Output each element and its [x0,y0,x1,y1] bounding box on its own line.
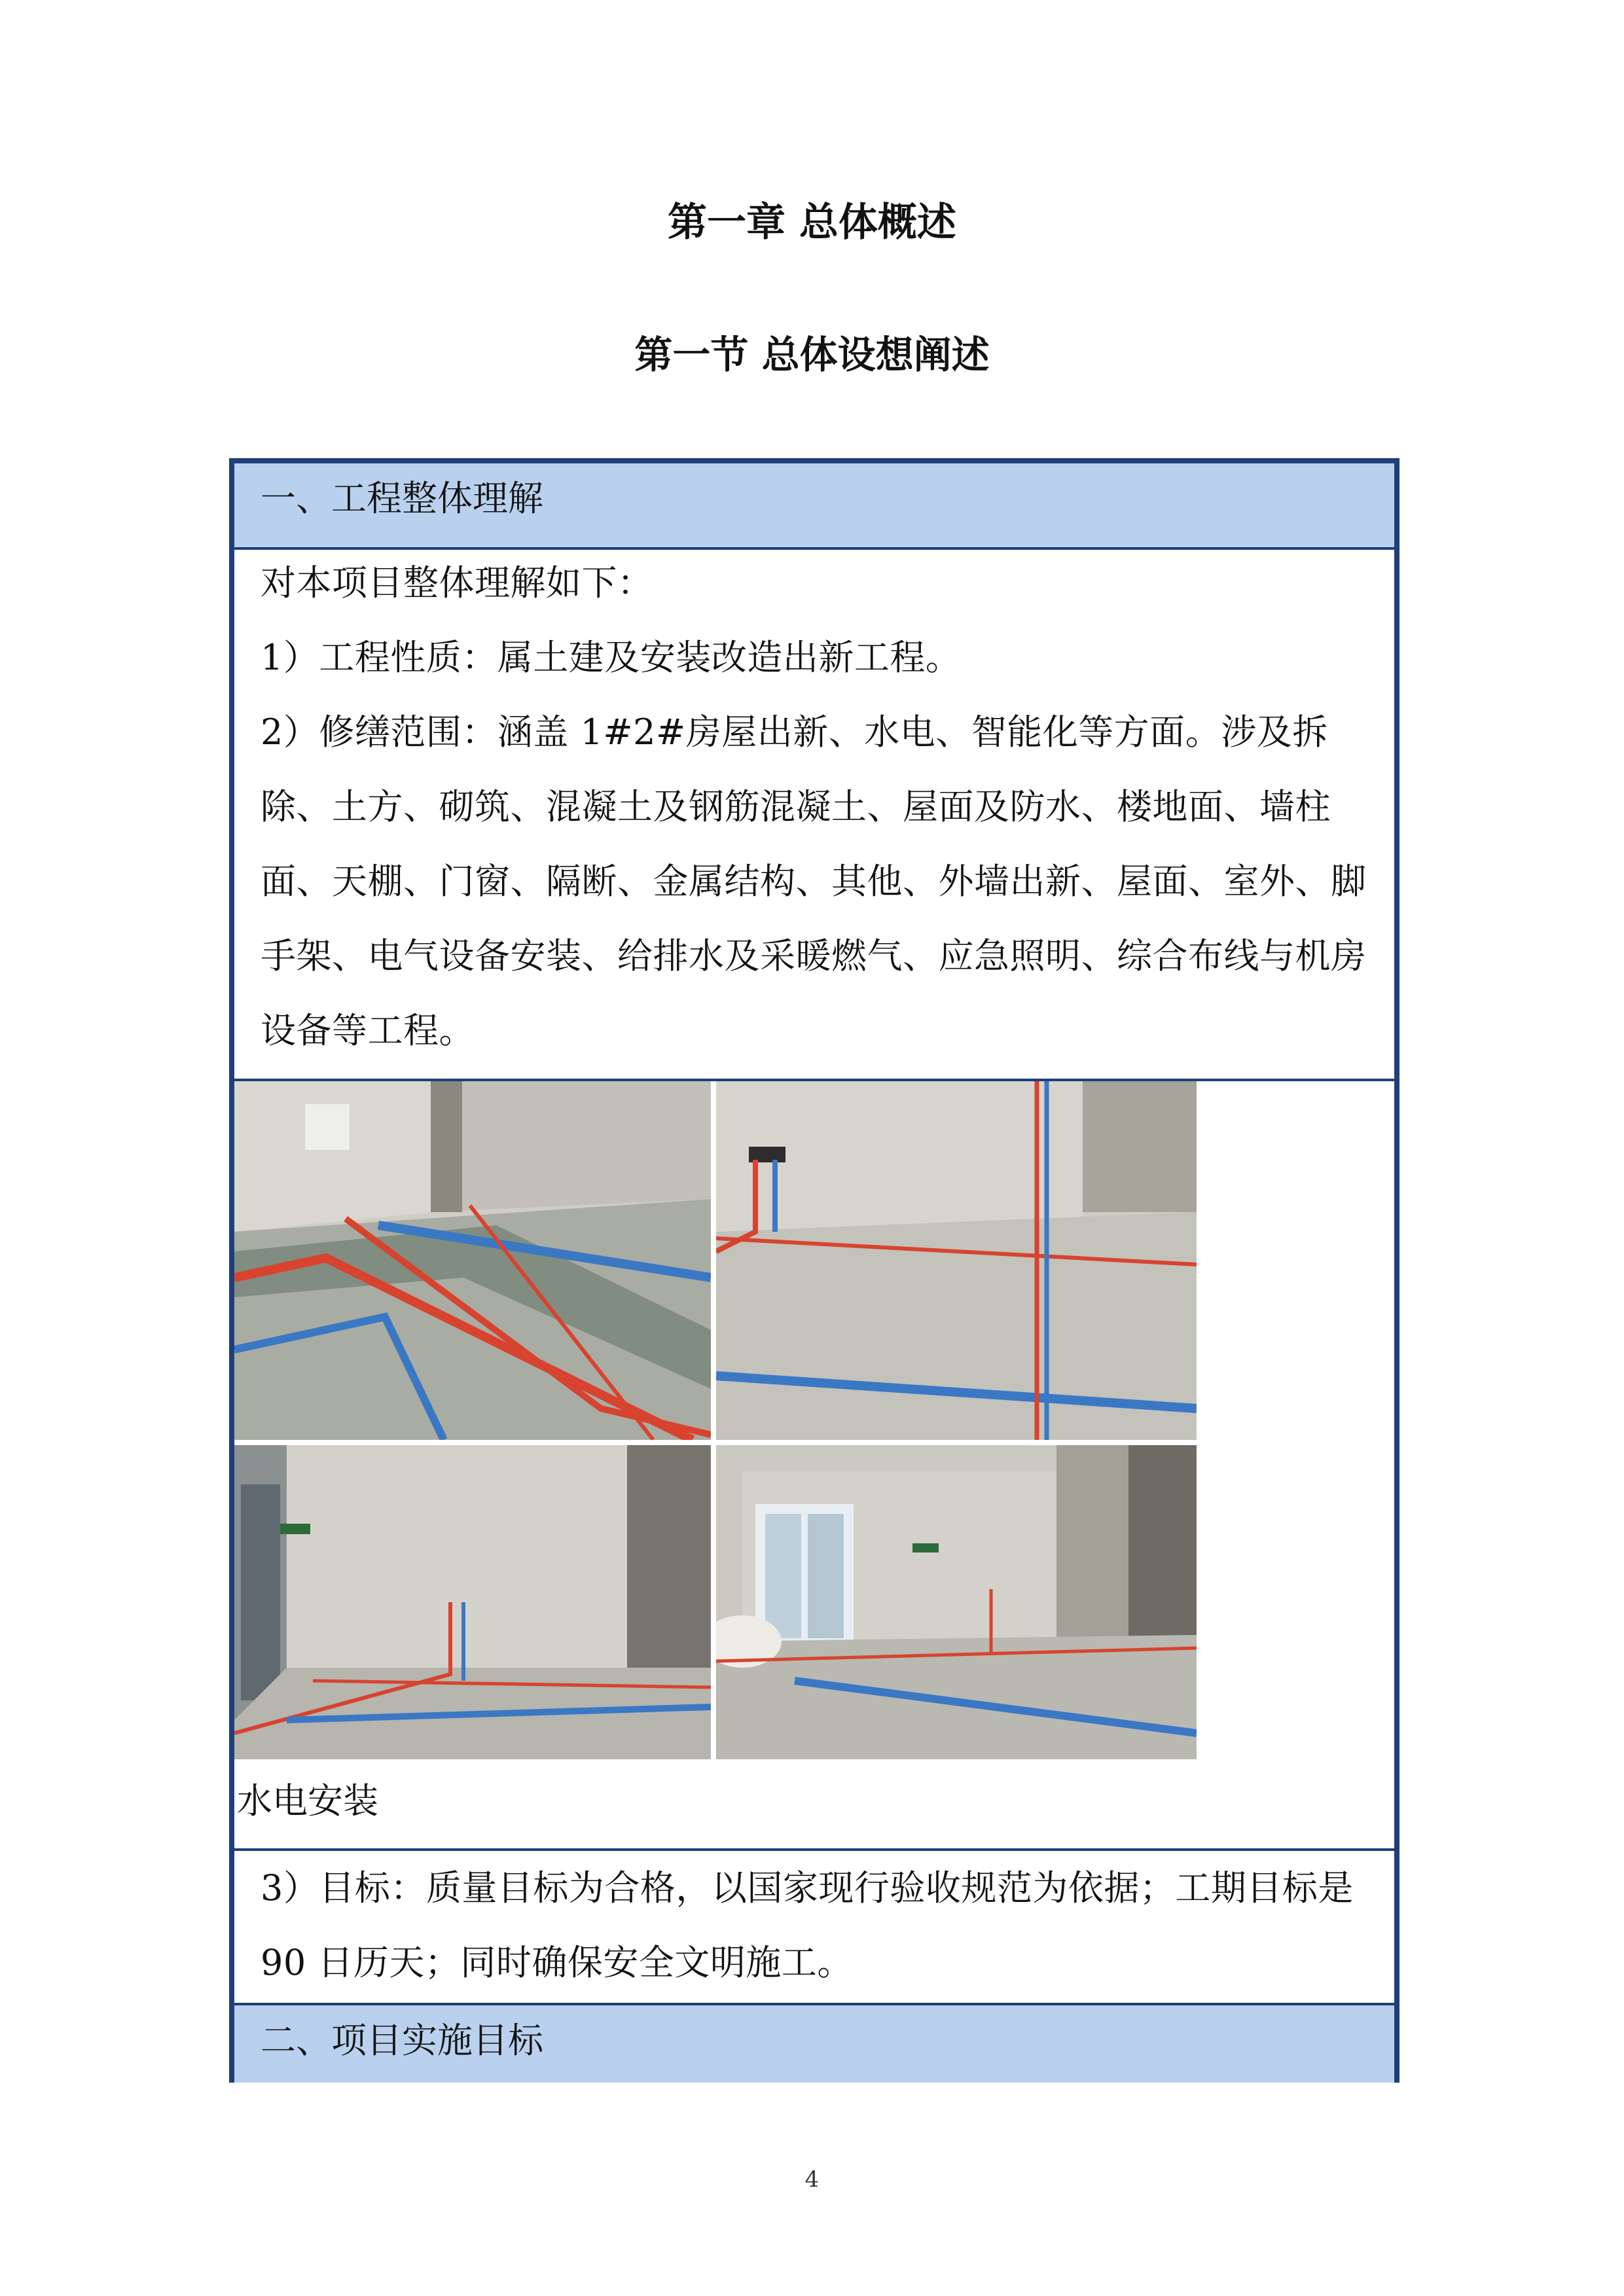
photo-wall-conduits [716,1081,1197,1440]
section-title: 第一节 总体设想阐述 [634,332,990,377]
header-row-project-understanding [234,463,1394,550]
chapter-title: 第一章 总体概述 [668,200,956,245]
scope-row [234,550,1394,1081]
photo-caption: 水电安装 [237,1780,378,1821]
page-number: 4 [804,2166,820,2193]
heading-project-understanding: 一、工程整体理解 [261,478,543,519]
scope-text: 2）修缮范围：涵盖 1#2#房屋出新、水电、智能化等方面。涉及拆除、土方、砌筑、混凝土及钢筋混凝土、屋面及防水、楼地面、墙柱面、天棚、门窗、隔断、金属结构、其他、外墙出新、屋面、室外、脚手架、电气设备安装、给排水及采暖燃气、应急照明、综合布线与机房设备等工程。 [261,711,1367,1051]
photo-room-wiring [234,1445,711,1759]
photo-row [234,1081,1394,1851]
content-table [229,458,1399,2083]
photo-floor-pipes [234,1081,711,1440]
photo-room-window [716,1445,1197,1759]
heading-implementation-goals: 二、项目实施目标 [261,2020,543,2061]
goal-row [234,1851,1394,2005]
photo-grid [234,1081,1197,1759]
nature-text: 1）工程性质：属土建及安装改造出新工程。 [261,637,962,678]
intro-text: 对本项目整体理解如下： [261,562,653,603]
goal-text: 3）目标：质量目标为合格，以国家现行验收规范为依据；工期目标是 90 日历天；同时确保安全文明施工。 [261,1867,1354,1983]
header-row-implementation-goals [234,2005,1394,2083]
